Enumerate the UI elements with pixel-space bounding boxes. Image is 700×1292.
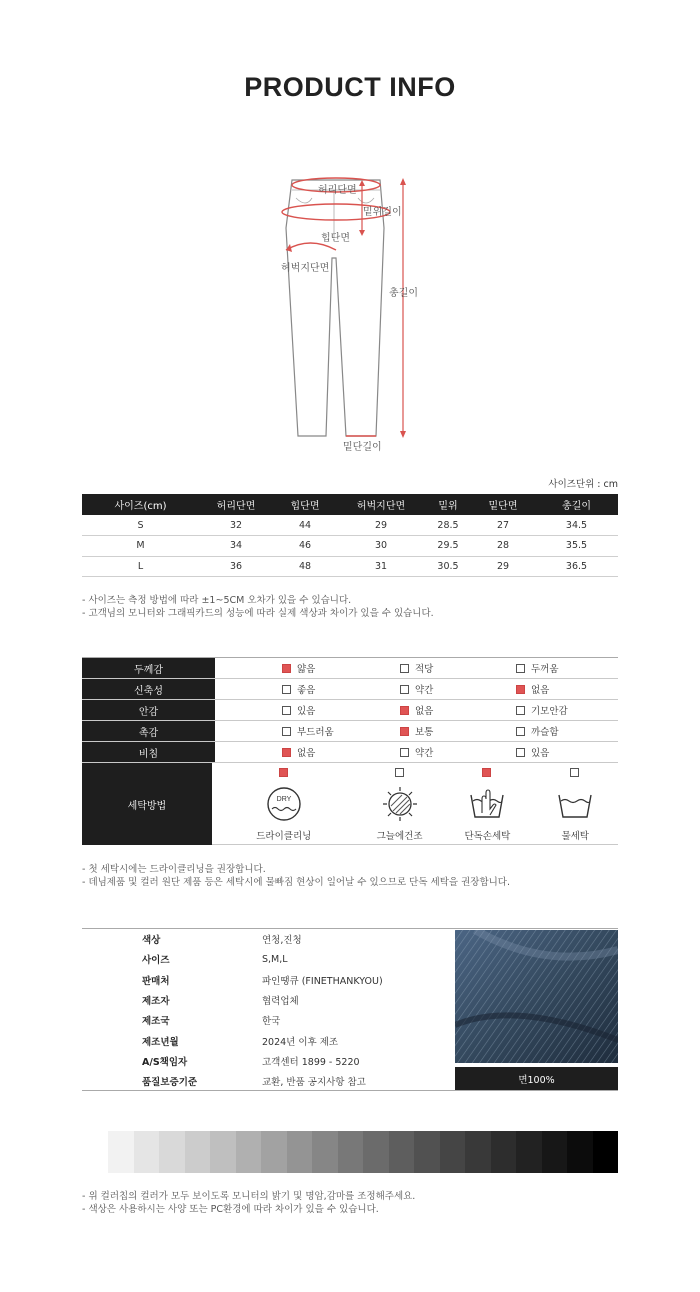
note-line: - 첫 세탁시에는 드라이클리닝을 권장합니다. [82, 864, 266, 875]
header-cell: 밑위 [425, 494, 471, 515]
gray-chip [338, 1131, 364, 1173]
table-cell: 32 [199, 515, 273, 536]
wash-option [442, 763, 530, 845]
wash-option [239, 763, 327, 845]
checkbox-checked [482, 768, 491, 777]
option-label: 기모안감 [531, 706, 568, 717]
info-row [82, 1010, 455, 1030]
fit-option [282, 658, 400, 678]
gray-chip [261, 1131, 287, 1173]
info-row [82, 970, 455, 990]
hip-label: 힙단면 [321, 233, 350, 244]
table-cell: 27 [471, 515, 535, 536]
checkbox-unchecked [570, 768, 579, 777]
info-row [82, 1071, 455, 1091]
thigh-label: 허벅지단면 [281, 263, 330, 274]
info-value: 고객센터 1899 - 5220 [262, 1056, 360, 1068]
checkbox-unchecked [400, 664, 409, 673]
table-cell: 36.5 [535, 556, 618, 577]
size-notes [82, 595, 434, 620]
wash-label: 그늘에건조 [376, 831, 423, 842]
checkbox-unchecked [516, 748, 525, 757]
table-cell: 29 [471, 556, 535, 577]
fit-label: 세탁방법 [82, 763, 212, 845]
table-cell: 29 [337, 515, 425, 536]
fit-option [400, 721, 516, 741]
fit-label: 신축성 [82, 679, 215, 699]
checkbox-unchecked [395, 768, 404, 777]
dry-icon-text: DRY [276, 796, 292, 803]
gray-chip [593, 1131, 619, 1173]
gray-chip [516, 1131, 542, 1173]
gray-chip [567, 1131, 593, 1173]
note-line: - 데님제품 및 컬러 원단 제품 등은 세탁시에 물빠짐 현상이 일어날 수 있으므로 단독 세탁을 권장합니다. [82, 876, 511, 888]
gray-chip [312, 1131, 338, 1173]
info-key: 사이즈 [142, 955, 170, 967]
table-cell: S [82, 515, 199, 536]
option-label: 적당 [415, 664, 434, 675]
table-row [82, 515, 618, 536]
table-cell: M [82, 536, 199, 557]
fit-option [282, 721, 400, 741]
hand-wash-icon [468, 785, 506, 823]
checkbox-unchecked [400, 685, 409, 694]
size-table-header [82, 494, 618, 515]
option-label: 좋음 [297, 685, 316, 696]
checkbox-checked [400, 706, 409, 715]
fit-row [82, 721, 618, 742]
table-cell: L [82, 556, 199, 577]
info-value: 협력업체 [262, 996, 299, 1008]
option-label: 보통 [415, 727, 434, 738]
fit-option [400, 742, 516, 762]
table-cell: 28.5 [425, 515, 471, 536]
gray-chip [134, 1131, 160, 1173]
waist-label: 허리단면 [318, 185, 357, 196]
measurement-diagram [270, 168, 440, 458]
info-key: 품질보증기준 [142, 1077, 198, 1089]
wash-label: 단독손세탁 [464, 831, 511, 842]
option-label: 없음 [531, 685, 550, 696]
info-key: 제조년월 [142, 1036, 179, 1048]
gray-chip [542, 1131, 568, 1173]
fit-option [400, 679, 516, 699]
table-cell: 31 [337, 556, 425, 577]
water-wash-icon [556, 785, 594, 823]
fabric-swatch-image [455, 930, 618, 1063]
gray-chip [491, 1131, 517, 1173]
checkbox-checked [279, 768, 288, 777]
gray-chip [236, 1131, 262, 1173]
info-value: S,M,L [262, 953, 288, 965]
gray-chip [185, 1131, 211, 1173]
option-label: 없음 [297, 748, 316, 759]
option-label: 까슬함 [531, 727, 559, 738]
pants-illustration [270, 168, 440, 458]
fit-label: 비침 [82, 742, 215, 762]
info-row [82, 929, 455, 949]
fit-option [516, 721, 559, 741]
fit-row [82, 658, 618, 679]
note-line: - 고객님의 모니터와 그래픽카드의 성능에 따라 실제 색상과 차이가 있을 수 있습니다. [82, 607, 434, 619]
checkbox-checked [282, 748, 291, 757]
dry-clean-icon [265, 785, 303, 823]
info-key: 판매처 [142, 975, 170, 987]
wash-notes [82, 864, 510, 889]
info-value: 2024년 이후 제조 [262, 1036, 339, 1048]
option-label: 있음 [297, 706, 316, 717]
fit-row [82, 700, 618, 721]
checkbox-checked [282, 664, 291, 673]
checkbox-unchecked [516, 664, 525, 673]
gray-chip [108, 1131, 134, 1173]
checkbox-checked [400, 727, 409, 736]
info-row [82, 990, 455, 1010]
color-notes [82, 1191, 415, 1216]
table-cell: 34 [199, 536, 273, 557]
option-label: 약간 [415, 748, 434, 759]
rise-label: 밑위길이 [363, 207, 402, 218]
fit-option [516, 679, 549, 699]
wash-option [355, 763, 443, 845]
option-label: 얇음 [297, 664, 316, 675]
wash-option [530, 763, 618, 845]
table-cell: 48 [273, 556, 337, 577]
table-row [82, 536, 618, 557]
hem-label: 밑단길이 [343, 442, 382, 453]
header-cell: 총길이 [535, 494, 618, 515]
grayscale-chip-bar [108, 1131, 618, 1173]
checkbox-unchecked [282, 685, 291, 694]
shade-dry-icon [381, 785, 419, 823]
info-value: 파인땡큐 (FINETHANKYOU) [262, 975, 383, 987]
header-cell: 허리단면 [199, 494, 273, 515]
info-row [82, 1051, 455, 1071]
checkbox-unchecked [282, 706, 291, 715]
table-cell: 30 [337, 536, 425, 557]
table-cell: 36 [199, 556, 273, 577]
gray-chip [210, 1131, 236, 1173]
info-key: 색상 [142, 935, 161, 947]
fabric-feel-table [82, 657, 618, 845]
gray-chip [159, 1131, 185, 1173]
checkbox-unchecked [516, 706, 525, 715]
info-row [82, 1031, 455, 1051]
table-cell: 35.5 [535, 536, 618, 557]
option-label: 있음 [531, 748, 550, 759]
fit-option [400, 658, 516, 678]
table-cell: 46 [273, 536, 337, 557]
checkbox-unchecked [400, 748, 409, 757]
gray-chip [363, 1131, 389, 1173]
checkbox-unchecked [282, 727, 291, 736]
table-cell: 44 [273, 515, 337, 536]
table-row [82, 556, 618, 577]
option-label: 없음 [415, 706, 434, 717]
fit-label: 촉감 [82, 721, 215, 741]
table-cell: 30.5 [425, 556, 471, 577]
note-line: - 위 컬러칩의 컬러가 모두 보이도록 모니터의 밝기 및 명암,감마를 조정해주세요. [82, 1191, 416, 1202]
fit-option [516, 700, 568, 720]
header-cell: 밑단면 [471, 494, 535, 515]
fit-row [82, 742, 618, 763]
table-cell: 28 [471, 536, 535, 557]
info-row [82, 949, 455, 969]
fit-option [282, 679, 400, 699]
fit-label: 안감 [82, 700, 215, 720]
table-cell: 29.5 [425, 536, 471, 557]
gray-chip [287, 1131, 313, 1173]
option-label: 두꺼움 [531, 664, 559, 675]
info-key: 제조국 [142, 1016, 170, 1028]
info-key: 제조자 [142, 996, 170, 1008]
fit-option [400, 700, 516, 720]
info-key: A/S책임자 [142, 1056, 188, 1068]
gray-chip [389, 1131, 415, 1173]
size-unit: 사이즈단위 : cm [548, 479, 618, 490]
page-title: PRODUCT INFO [244, 72, 456, 102]
header-cell: 힙단면 [273, 494, 337, 515]
fabric-composition: 면100% [455, 1067, 618, 1090]
info-value: 교환, 반품 공지사항 참고 [262, 1077, 366, 1089]
wash-label: 물세탁 [561, 831, 589, 842]
info-value: 한국 [262, 1016, 281, 1028]
fit-label: 두께감 [82, 658, 215, 678]
info-value: 연청,진청 [262, 935, 302, 947]
table-cell: 34.5 [535, 515, 618, 536]
option-label: 약간 [415, 685, 434, 696]
length-label: 총길이 [389, 288, 418, 299]
gray-chip [414, 1131, 440, 1173]
header-cell: 사이즈(cm) [82, 494, 199, 515]
note-line: - 사이즈는 측정 방법에 따라 ±1~5CM 오차가 있을 수 있습니다. [82, 595, 352, 606]
fit-option [282, 700, 400, 720]
fit-row [82, 679, 618, 700]
checkbox-unchecked [516, 727, 525, 736]
washing-row [82, 763, 618, 845]
wash-label: 드라이클리닝 [256, 831, 312, 842]
header-cell: 허벅지단면 [337, 494, 425, 515]
fit-option [282, 742, 400, 762]
fit-option [516, 742, 549, 762]
gray-chip [465, 1131, 491, 1173]
note-line: - 색상은 사용하시는 사양 또는 PC환경에 따라 차이가 있을 수 있습니다. [82, 1203, 379, 1215]
size-table [82, 494, 618, 577]
fit-option [516, 658, 559, 678]
gray-chip [440, 1131, 466, 1173]
product-info-table [82, 928, 618, 1091]
checkbox-checked [516, 685, 525, 694]
option-label: 부드러움 [297, 727, 334, 738]
